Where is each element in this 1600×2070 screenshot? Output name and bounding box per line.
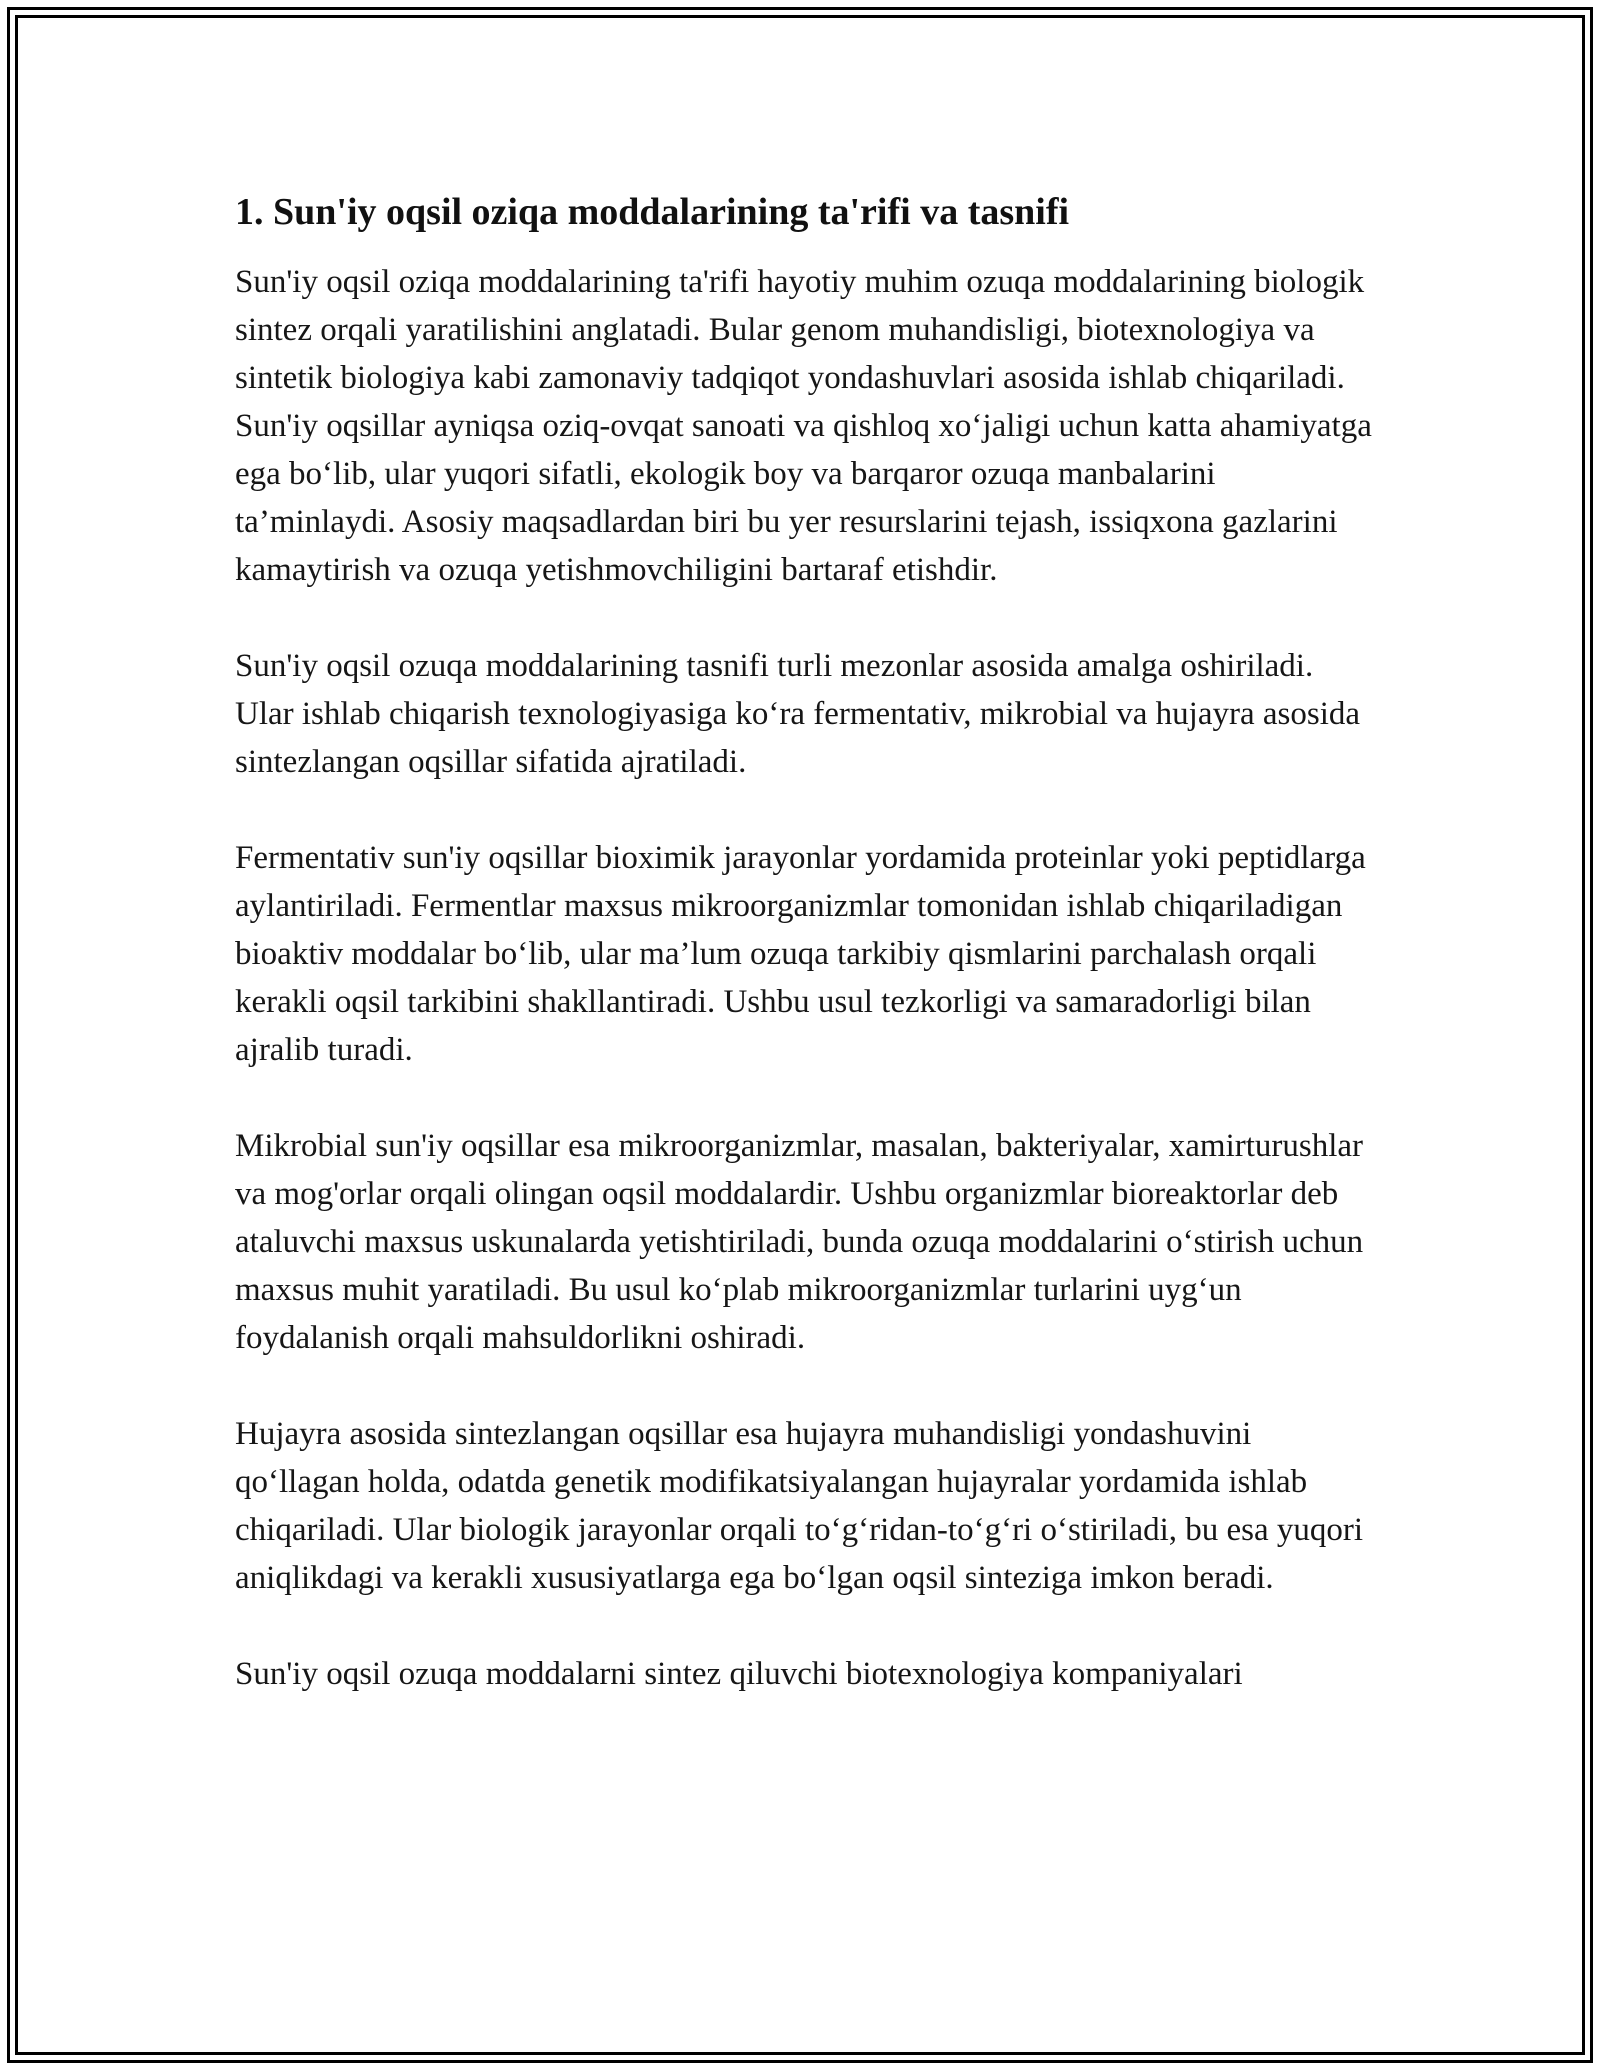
- section-heading: 1. Sun'iy oqsil oziqa moddalarining ta'rifi va tasnifi: [235, 191, 1070, 233]
- paragraph-definition: Sun'iy oqsil oziqa moddalarining ta'rifi hayotiy muhim ozuqa moddalarining biologik sintez orqali yaratilishini anglatadi. Bular genom muhandisligi, biotexnologiya va sintetik biologiya kabi zamonaviy tadqiqot yondashuvlari asosida ishlab chiqariladi. Sun'iy oqsillar ayniqsa oziq-ovqat sanoati va qishloq xo‘jaligi uchun katta ahamiyatga ega bo‘lib, ular yuqori sifatli, ekologik boy va barqaror ozuqa manbalarini ta’minlaydi. Asosiy maqsadlardan biri bu yer resurslarini tejash, issiqxona gazlarini kamaytirish va ozuqa yetishmovchiligini bartaraf etishdir.: [235, 264, 1372, 588]
- paragraph-classification: Sun'iy oqsil ozuqa moddalarining tasnifi turli mezonlar asosida amalga oshiriladi. Ular ishlab chiqarish texnologiyasiga ko‘ra fermentativ, mikrobial va hujayra asosida sintezlangan oqsillar sifatida ajratiladi.: [235, 648, 1361, 780]
- document-body: [235, 186, 1375, 1746]
- paragraph-microbial: Mikrobial sun'iy oqsillar esa mikroorganizmlar, masalan, bakteriyalar, xamirturushlar va mog'orlar orqali olingan oqsil moddalardir. Ushbu organizmlar bioreaktorlar deb ataluvchi maxsus uskunalarda yetishtiriladi, bunda ozuqa moddalarini o‘stirish uchun maxsus muhit yaratiladi. Bu usul ko‘plab mikroorganizmlar turlarini uyg‘un foydalanish orqali mahsuldorlikni oshiradi.: [235, 1128, 1364, 1356]
- paragraph-cell-based: Hujayra asosida sintezlangan oqsillar esa hujayra muhandisligi yondashuvini qo‘llagan holda, odatda genetik modifikatsiyalangan hujayralar yordamida ishlab chiqariladi. Ular biologik jarayonlar orqali to‘g‘ridan-to‘g‘ri o‘stiriladi, bu esa yuqori aniqlikdagi va kerakli xususiyatlarga ega bo‘lgan oqsil sinteziga imkon beradi.: [235, 1416, 1364, 1596]
- paragraph-companies: Sun'iy oqsil ozuqa moddalarni sintez qiluvchi biotexnologiya kompaniyalari: [235, 1656, 1243, 1692]
- paragraph-fermentative: Fermentativ sun'iy oqsillar bioximik jarayonlar yordamida proteinlar yoki peptidlarga aylantiriladi. Fermentlar maxsus mikroorganizmlar tomonidan ishlab chiqariladigan bioaktiv moddalar bo‘lib, ular ma’lum ozuqa tarkibiy qismlarini parchalash orqali kerakli oqsil tarkibini shakllantiradi. Ushbu usul tezkorligi va samaradorligi bilan ajralib turadi.: [235, 840, 1366, 1068]
